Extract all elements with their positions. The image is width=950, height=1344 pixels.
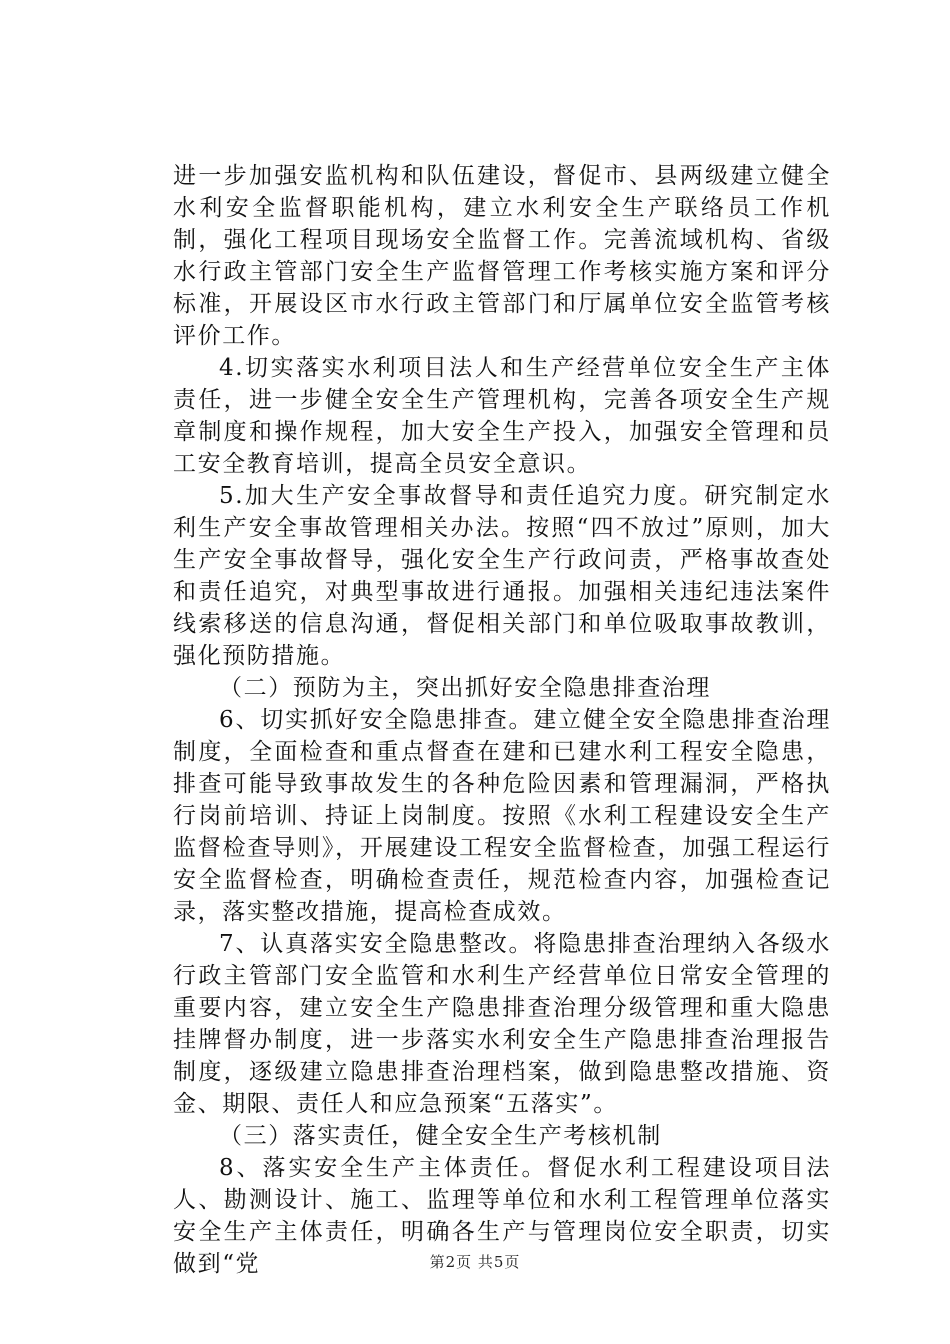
- section-heading-2: （二）预防为主，突出抓好安全隐患排查治理: [219, 675, 711, 701]
- paragraph-item-5: 5.加大生产安全事故督导和责任追究力度。研究制定水利生产安全事故管理相关办法。按照“四不放过”原则，加大生产安全事故督导，强化安全生产行政问责，严格事故查处和责任追究，对典型事故进行通报。加强相关违纪违法案件线索移送的信息沟通，督促相关部门和单位吸取事故教训，强化预防措施。: [173, 483, 831, 669]
- document-body: [173, 160, 831, 1280]
- page-footer: 第2页 共5页: [429, 1253, 521, 1271]
- paragraph-item-4: 4.切实落实水利项目法人和生产经营单位安全生产主体责任，进一步健全安全生产管理机构，完善各项安全生产规章制度和操作规程，加大安全生产投入，加强安全管理和员工安全教育培训，提高全员安全意识。: [173, 355, 831, 477]
- section-heading-3: （三）落实责任，健全安全生产考核机制: [219, 1123, 662, 1149]
- paragraph-continuation: 进一步加强安监机构和队伍建设，督促市、县两级建立健全水利安全监督职能机构，建立水利安全生产联络员工作机制，强化工程项目现场安全监督工作。完善流域机构、省级水行政主管部门安全生产监督管理工作考核实施方案和评分标准，开展设区市水行政主管部门和厅属单位安全监管考核评价工作。: [173, 163, 831, 349]
- paragraph-item-6: 6、切实抓好安全隐患排查。建立健全安全隐患排查治理制度，全面检查和重点督查在建和已建水利工程安全隐患，排查可能导致事故发生的各种危险因素和管理漏洞，严格执行岗前培训、持证上岗制度。按照《水利工程建设安全生产监督检查导则》，开展建设工程安全监督检查，加强工程运行安全监督检查，明确检查责任，规范检查内容，加强检查记录，落实整改措施，提高检查成效。: [173, 707, 831, 925]
- paragraph-item-8: 8、落实安全生产主体责任。督促水利工程建设项目法人、勘测设计、施工、监理等单位和水利工程管理单位落实安全生产主体责任，明确各生产与管理岗位安全职责，切实做到“党: [173, 1155, 831, 1277]
- paragraph-item-7: 7、认真落实安全隐患整改。将隐患排查治理纳入各级水行政主管部门安全监管和水利生产经营单位日常安全管理的重要内容，建立安全生产隐患排查治理分级管理和重大隐患挂牌督办制度，进一步落实水利安全生产隐患排查治理报告制度，逐级建立隐患排查治理档案，做到隐患整改措施、资金、期限、责任人和应急预案“五落实”。: [173, 931, 831, 1117]
